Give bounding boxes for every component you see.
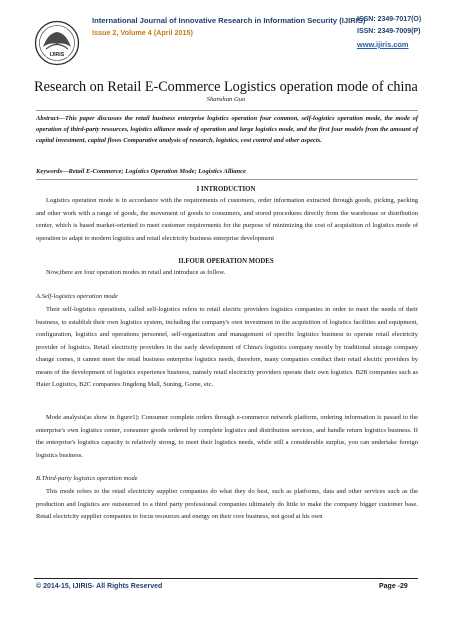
abstract-top-rule	[36, 110, 418, 111]
journal-header	[0, 0, 452, 72]
operation-modes-intro: Now,there are four operation modes in retail and introduce as follow.	[46, 269, 226, 276]
keywords: Keywords—Retail E-Commerce; Logistics Operation Mode; Logistics Alliance	[36, 168, 246, 175]
self-logistics-paragraph: Their self-logistics operations, called self-logistics refers to retail electric providers logistics companies in order to meet the needs of their business, to establish their own logistics system, including the company's own investment in the acquisition of logistics facilities and equipment, configuration, logistics and operations personnel, self-organization and management of specific logistics business to operate retail electricity provider of logistics. Retail electricity providers in the early development of China's logistics company mostly by traditional storage company change comes, it cannot meet the retail business enterprise logistics needs, therefore, many companies conduct their retail electric providers by means of the development of logistics experience business, namely retail electricity providers operate their own logistics. B2B companies such as Haier Logistics, B2C companies Jingdong Mall, Suning, Gome, etc.	[36, 306, 418, 388]
issn-print: ISSN: 2349-7017(O)	[357, 16, 422, 23]
keywords-bottom-rule	[36, 179, 418, 180]
footer-copyright: © 2014-15, IJIRIS- All Rights Reserved	[36, 583, 163, 590]
subsection-heading-third-party-logistics: B.Third-party logistics operation mode	[36, 475, 138, 482]
issn-online: ISSN: 2349-7009(P)	[357, 28, 421, 35]
section-heading-introduction: I INTRODUCTION	[196, 186, 256, 193]
journal-logo	[34, 20, 80, 66]
abstract: Abstract—This paper discusses the retail business enterprise logistics operation four common, self-logistics operation mode, the mode of operation of third-party resources, logistics alliance mode of operation and large logistics mode, and the first four models from the amount of capital investment, capital flows Comparative analysis of research, logistics, cost control and other aspects.	[36, 115, 418, 144]
introduction-paragraph: Logistics operation mode is in accordance with the requirements of customers, order information extracted through goods, picking, packing and other work with a range of goods, the movement of goods to consumers, and stored procedures directly from the warehouse or distribution center, which is based market-oriented to meet customer requirements for the purpose of minimizing the cost of acquisition of logistics mode of operation to adapt to modern logistics and retail electricity business enterprise development	[36, 197, 418, 242]
section-heading-four-operation-modes: II.FOUR OPERATION MODES	[178, 258, 274, 265]
paper-author: Shanshan Guo	[206, 96, 246, 103]
mode-analysis-paragraph: Mode analysis(as show in figure1): Consumer complete orders through e-commerce network platform, ordering information is passed to the enterprise's own logistics center, consumer goods ordered by complete logistics and distribution services, and handle return logistics business. If the enterprise's logistics capacity is relatively strong, to meet their logistics needs, while still a considerable surplus, you can undertake foreign logistics business.	[36, 414, 418, 459]
paper-title: Research on Retail E-Commerce Logistics operation mode of china	[34, 79, 418, 95]
journal-name: International Journal of Innovative Research in Information Security (IJIRIS)	[92, 16, 366, 25]
journal-issue: Issue 2, Volume 4 (April 2015)	[92, 28, 193, 37]
subsection-heading-self-logistics: A.Self-logistics operation mode	[36, 293, 118, 300]
footer-page-number: Page -29	[379, 583, 408, 590]
third-party-logistics-paragraph: This mode refers to the retail electricity supplier companies do what they do best, such as platforms, data and other services such as the production and logistics are outsourced to a third party professional companies ultimately do little to make the company bigger customer base. Retail electricity supplier companies to focus resources and energy on their core business, not good at his own	[36, 488, 418, 520]
journal-website-link[interactable]: www.ijiris.com	[357, 40, 409, 49]
footer-rule	[34, 578, 418, 579]
logo-text: IJIRIS	[49, 52, 65, 58]
